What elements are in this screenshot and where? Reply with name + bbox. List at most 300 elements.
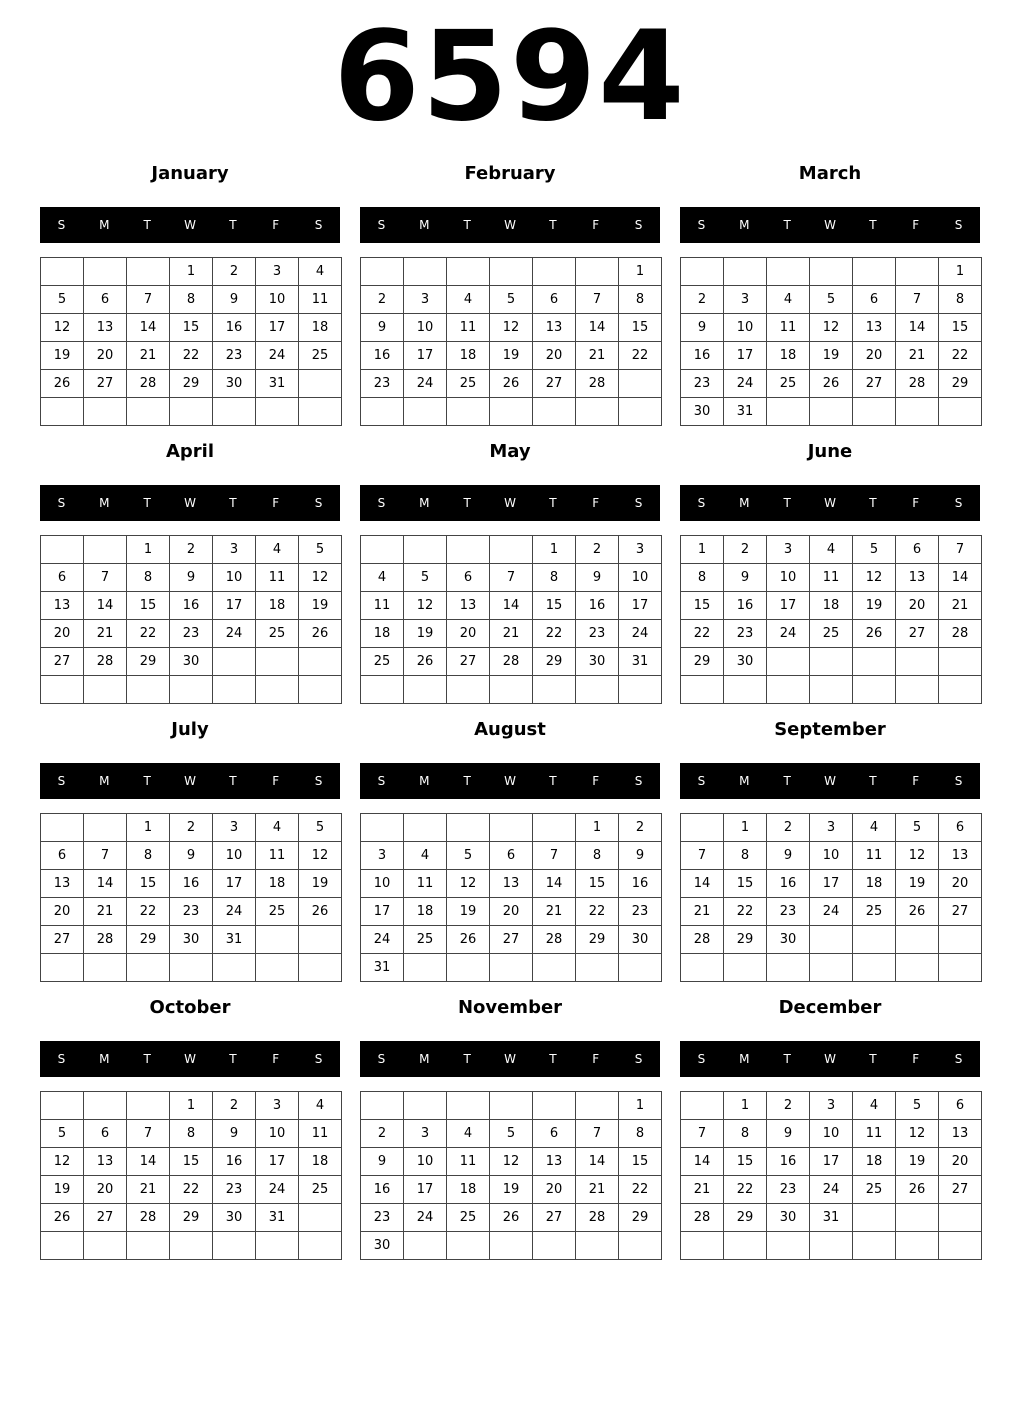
day-cell: 17 [810, 1148, 853, 1176]
day-cell: 2 [724, 536, 767, 564]
day-cell: 3 [810, 814, 853, 842]
day-cell: 13 [853, 314, 896, 342]
weekday-label: M [739, 1052, 750, 1066]
weekday-header-bar [680, 1041, 980, 1077]
day-cell: 23 [213, 342, 256, 370]
day-cell: 28 [576, 370, 619, 398]
day-cell: 18 [299, 1148, 342, 1176]
day-cell: 26 [853, 620, 896, 648]
month-name: June [807, 441, 853, 462]
day-cell: 31 [256, 1204, 299, 1232]
day-cell: 13 [41, 870, 84, 898]
empty-day-cell [767, 1232, 810, 1260]
day-cell: 22 [170, 342, 213, 370]
empty-day-cell [810, 258, 853, 286]
day-cell: 5 [490, 286, 533, 314]
weekday-label: T [229, 1052, 237, 1066]
week-row [681, 398, 982, 426]
weekday-label: F [912, 1052, 920, 1066]
empty-day-cell [404, 814, 447, 842]
day-cell: 16 [213, 1148, 256, 1176]
day-cell: 4 [404, 842, 447, 870]
day-cell: 8 [576, 842, 619, 870]
week-row [681, 676, 982, 704]
week-row [361, 258, 662, 286]
week-row [681, 564, 982, 592]
day-cell: 24 [767, 620, 810, 648]
day-cell: 25 [299, 1176, 342, 1204]
weekday-label: S [57, 774, 66, 788]
empty-day-cell [404, 536, 447, 564]
day-cell: 27 [447, 648, 490, 676]
day-cell: 11 [810, 564, 853, 592]
day-cell: 27 [84, 1204, 127, 1232]
day-cell: 19 [447, 898, 490, 926]
day-cell: 1 [170, 1092, 213, 1120]
empty-day-cell [619, 370, 662, 398]
day-cell: 16 [724, 592, 767, 620]
week-row [361, 592, 662, 620]
day-cell: 24 [213, 620, 256, 648]
week-row [681, 814, 982, 842]
empty-day-cell [490, 1092, 533, 1120]
day-cell: 7 [681, 842, 724, 870]
day-cell: 15 [619, 314, 662, 342]
day-cell: 18 [767, 342, 810, 370]
empty-day-cell [84, 1092, 127, 1120]
day-cell: 26 [896, 898, 939, 926]
empty-day-cell [404, 954, 447, 982]
empty-day-cell [404, 676, 447, 704]
day-cell: 24 [256, 1176, 299, 1204]
week-row [361, 370, 662, 398]
weekday-label: T [229, 774, 237, 788]
day-cell: 27 [533, 370, 576, 398]
empty-day-cell [681, 814, 724, 842]
days-grid [40, 535, 342, 704]
week-row [41, 592, 342, 620]
empty-day-cell [41, 814, 84, 842]
empty-day-cell [810, 398, 853, 426]
weekday-label: S [634, 218, 643, 232]
weekday-label: W [504, 774, 516, 788]
day-cell: 21 [681, 898, 724, 926]
empty-day-cell [41, 1232, 84, 1260]
day-cell: 5 [853, 536, 896, 564]
day-cell: 16 [361, 1176, 404, 1204]
week-row [681, 1232, 982, 1260]
day-cell: 26 [299, 898, 342, 926]
days-grid [40, 813, 342, 982]
day-cell: 19 [299, 870, 342, 898]
day-cell: 1 [576, 814, 619, 842]
day-cell: 10 [256, 1120, 299, 1148]
weekday-label: T [463, 774, 471, 788]
day-cell: 24 [256, 342, 299, 370]
empty-day-cell [41, 1092, 84, 1120]
day-cell: 13 [533, 1148, 576, 1176]
weekday-label: T [549, 496, 557, 510]
weekday-label: M [739, 496, 750, 510]
empty-day-cell [490, 676, 533, 704]
week-row [681, 258, 982, 286]
day-cell: 14 [896, 314, 939, 342]
days-grid [680, 257, 982, 426]
empty-day-cell [767, 648, 810, 676]
empty-day-cell [84, 258, 127, 286]
weekday-label: S [634, 1052, 643, 1066]
empty-day-cell [896, 1204, 939, 1232]
weekday-label: T [869, 496, 877, 510]
day-cell: 28 [939, 620, 982, 648]
empty-day-cell [767, 398, 810, 426]
day-cell: 21 [127, 1176, 170, 1204]
day-cell: 25 [447, 370, 490, 398]
week-row [41, 954, 342, 982]
weekday-label: S [57, 496, 66, 510]
empty-day-cell [767, 676, 810, 704]
week-row [41, 870, 342, 898]
day-cell: 30 [213, 370, 256, 398]
day-cell: 25 [404, 926, 447, 954]
empty-day-cell [576, 1232, 619, 1260]
day-cell: 12 [810, 314, 853, 342]
empty-day-cell [213, 676, 256, 704]
day-cell: 1 [533, 536, 576, 564]
weekday-label: T [463, 496, 471, 510]
week-row [361, 676, 662, 704]
empty-day-cell [170, 398, 213, 426]
day-cell: 23 [724, 620, 767, 648]
day-cell: 6 [447, 564, 490, 592]
week-row [361, 898, 662, 926]
empty-day-cell [41, 676, 84, 704]
empty-day-cell [619, 1232, 662, 1260]
day-cell: 29 [724, 926, 767, 954]
day-cell: 10 [619, 564, 662, 592]
day-cell: 25 [853, 898, 896, 926]
day-cell: 20 [939, 1148, 982, 1176]
empty-day-cell [724, 1232, 767, 1260]
day-cell: 25 [447, 1204, 490, 1232]
day-cell: 28 [84, 648, 127, 676]
day-cell: 17 [256, 1148, 299, 1176]
empty-day-cell [84, 536, 127, 564]
day-cell: 15 [724, 870, 767, 898]
day-cell: 21 [576, 342, 619, 370]
empty-day-cell [447, 1092, 490, 1120]
week-row [361, 842, 662, 870]
day-cell: 23 [361, 370, 404, 398]
day-cell: 15 [939, 314, 982, 342]
day-cell: 30 [767, 1204, 810, 1232]
empty-day-cell [256, 676, 299, 704]
weekday-label: W [184, 496, 196, 510]
weekday-label: M [739, 774, 750, 788]
empty-day-cell [84, 398, 127, 426]
day-cell: 2 [767, 1092, 810, 1120]
day-cell: 5 [896, 814, 939, 842]
day-cell: 17 [619, 592, 662, 620]
day-cell: 7 [533, 842, 576, 870]
day-cell: 1 [619, 258, 662, 286]
day-cell: 9 [576, 564, 619, 592]
day-cell: 19 [896, 1148, 939, 1176]
empty-day-cell [853, 926, 896, 954]
empty-day-cell [170, 1232, 213, 1260]
empty-day-cell [810, 1232, 853, 1260]
day-cell: 20 [896, 592, 939, 620]
empty-day-cell [490, 536, 533, 564]
day-cell: 31 [256, 370, 299, 398]
weekday-header-bar [40, 1041, 340, 1077]
weekday-header-bar [40, 207, 340, 243]
day-cell: 30 [170, 648, 213, 676]
day-cell: 19 [404, 620, 447, 648]
empty-day-cell [853, 676, 896, 704]
day-cell: 7 [84, 564, 127, 592]
empty-day-cell [84, 954, 127, 982]
weekday-header-bar [680, 485, 980, 521]
day-cell: 8 [619, 1120, 662, 1148]
day-cell: 3 [404, 286, 447, 314]
day-cell: 6 [533, 1120, 576, 1148]
day-cell: 17 [256, 314, 299, 342]
day-cell: 21 [896, 342, 939, 370]
empty-day-cell [41, 954, 84, 982]
day-cell: 21 [84, 620, 127, 648]
weekday-label: T [229, 496, 237, 510]
day-cell: 21 [533, 898, 576, 926]
week-row [361, 620, 662, 648]
day-cell: 3 [256, 258, 299, 286]
day-cell: 20 [84, 1176, 127, 1204]
day-cell: 22 [724, 898, 767, 926]
day-cell: 12 [853, 564, 896, 592]
weekday-label: F [272, 774, 280, 788]
weekday-label: W [184, 774, 196, 788]
day-cell: 6 [490, 842, 533, 870]
week-row [41, 898, 342, 926]
empty-day-cell [619, 954, 662, 982]
week-row [361, 536, 662, 564]
empty-day-cell [127, 398, 170, 426]
weekday-label: F [592, 1052, 600, 1066]
day-cell: 14 [84, 870, 127, 898]
day-cell: 5 [490, 1120, 533, 1148]
day-cell: 3 [404, 1120, 447, 1148]
day-cell: 12 [41, 314, 84, 342]
empty-day-cell [810, 926, 853, 954]
day-cell: 28 [681, 1204, 724, 1232]
day-cell: 10 [724, 314, 767, 342]
weekday-label: T [549, 774, 557, 788]
day-cell: 15 [681, 592, 724, 620]
empty-day-cell [447, 1232, 490, 1260]
day-cell: 16 [767, 870, 810, 898]
day-cell: 20 [447, 620, 490, 648]
day-cell: 8 [724, 1120, 767, 1148]
day-cell: 12 [447, 870, 490, 898]
day-cell: 27 [939, 1176, 982, 1204]
day-cell: 1 [724, 1092, 767, 1120]
day-cell: 9 [361, 314, 404, 342]
day-cell: 2 [213, 258, 256, 286]
weekday-label: T [463, 218, 471, 232]
day-cell: 29 [619, 1204, 662, 1232]
weekday-label: T [783, 218, 791, 232]
empty-day-cell [213, 954, 256, 982]
day-cell: 7 [576, 1120, 619, 1148]
month-name: September [774, 719, 886, 740]
month-name: March [798, 163, 862, 184]
weekday-label: F [592, 774, 600, 788]
day-cell: 26 [490, 1204, 533, 1232]
day-cell: 15 [724, 1148, 767, 1176]
day-cell: 17 [767, 592, 810, 620]
month-name: February [464, 163, 556, 184]
week-row [681, 1092, 982, 1120]
day-cell: 19 [299, 592, 342, 620]
week-row [681, 1148, 982, 1176]
day-cell: 31 [619, 648, 662, 676]
empty-day-cell [533, 814, 576, 842]
day-cell: 17 [213, 592, 256, 620]
week-row [41, 814, 342, 842]
day-cell: 12 [490, 1148, 533, 1176]
day-cell: 4 [299, 258, 342, 286]
weekday-label: W [824, 218, 836, 232]
day-cell: 25 [361, 648, 404, 676]
empty-day-cell [41, 536, 84, 564]
empty-day-cell [84, 814, 127, 842]
empty-day-cell [576, 954, 619, 982]
day-cell: 2 [576, 536, 619, 564]
empty-day-cell [361, 676, 404, 704]
day-cell: 1 [127, 536, 170, 564]
day-cell: 29 [724, 1204, 767, 1232]
day-cell: 10 [767, 564, 810, 592]
empty-day-cell [404, 258, 447, 286]
weekday-label: F [272, 1052, 280, 1066]
weekday-label: M [419, 496, 430, 510]
day-cell: 29 [681, 648, 724, 676]
day-cell: 9 [361, 1148, 404, 1176]
week-row [41, 286, 342, 314]
empty-day-cell [41, 398, 84, 426]
day-cell: 31 [724, 398, 767, 426]
day-cell: 22 [724, 1176, 767, 1204]
day-cell: 10 [810, 842, 853, 870]
month-name: November [457, 997, 563, 1018]
day-cell: 9 [724, 564, 767, 592]
day-cell: 20 [853, 342, 896, 370]
day-cell: 1 [939, 258, 982, 286]
week-row [41, 620, 342, 648]
day-cell: 18 [810, 592, 853, 620]
day-cell: 13 [533, 314, 576, 342]
week-row [681, 536, 982, 564]
empty-day-cell [896, 258, 939, 286]
day-cell: 5 [404, 564, 447, 592]
day-cell: 8 [724, 842, 767, 870]
empty-day-cell [256, 926, 299, 954]
week-row [681, 954, 982, 982]
day-cell: 16 [170, 870, 213, 898]
empty-day-cell [896, 398, 939, 426]
day-cell: 29 [170, 1204, 213, 1232]
day-cell: 26 [299, 620, 342, 648]
weekday-label: S [377, 496, 386, 510]
day-cell: 25 [299, 342, 342, 370]
empty-day-cell [490, 398, 533, 426]
day-cell: 4 [256, 536, 299, 564]
day-cell: 20 [41, 620, 84, 648]
week-row [681, 314, 982, 342]
day-cell: 27 [533, 1204, 576, 1232]
weekday-label: F [912, 774, 920, 788]
day-cell: 23 [576, 620, 619, 648]
day-cell: 4 [447, 286, 490, 314]
day-cell: 22 [619, 1176, 662, 1204]
day-cell: 26 [447, 926, 490, 954]
week-row [41, 314, 342, 342]
empty-day-cell [84, 1232, 127, 1260]
day-cell: 16 [361, 342, 404, 370]
week-row [681, 870, 982, 898]
empty-day-cell [447, 954, 490, 982]
day-cell: 11 [256, 842, 299, 870]
day-cell: 31 [213, 926, 256, 954]
empty-day-cell [896, 1232, 939, 1260]
day-cell: 8 [170, 286, 213, 314]
day-cell: 26 [810, 370, 853, 398]
week-row [41, 648, 342, 676]
day-cell: 18 [361, 620, 404, 648]
day-cell: 29 [576, 926, 619, 954]
empty-day-cell [939, 648, 982, 676]
day-cell: 2 [681, 286, 724, 314]
empty-day-cell [490, 258, 533, 286]
day-cell: 11 [256, 564, 299, 592]
week-row [41, 342, 342, 370]
empty-day-cell [404, 1232, 447, 1260]
day-cell: 4 [767, 286, 810, 314]
day-cell: 11 [299, 1120, 342, 1148]
empty-day-cell [361, 258, 404, 286]
day-cell: 28 [127, 1204, 170, 1232]
day-cell: 3 [213, 814, 256, 842]
day-cell: 29 [127, 926, 170, 954]
week-row [361, 1092, 662, 1120]
empty-day-cell [256, 954, 299, 982]
day-cell: 5 [41, 1120, 84, 1148]
day-cell: 18 [256, 870, 299, 898]
day-cell: 2 [213, 1092, 256, 1120]
day-cell: 6 [41, 842, 84, 870]
day-cell: 30 [681, 398, 724, 426]
weekday-label: T [783, 496, 791, 510]
empty-day-cell [361, 398, 404, 426]
week-row [361, 648, 662, 676]
empty-day-cell [299, 398, 342, 426]
day-cell: 3 [767, 536, 810, 564]
day-cell: 3 [619, 536, 662, 564]
day-cell: 6 [939, 814, 982, 842]
weekday-label: S [954, 218, 963, 232]
week-row [681, 286, 982, 314]
day-cell: 9 [170, 842, 213, 870]
